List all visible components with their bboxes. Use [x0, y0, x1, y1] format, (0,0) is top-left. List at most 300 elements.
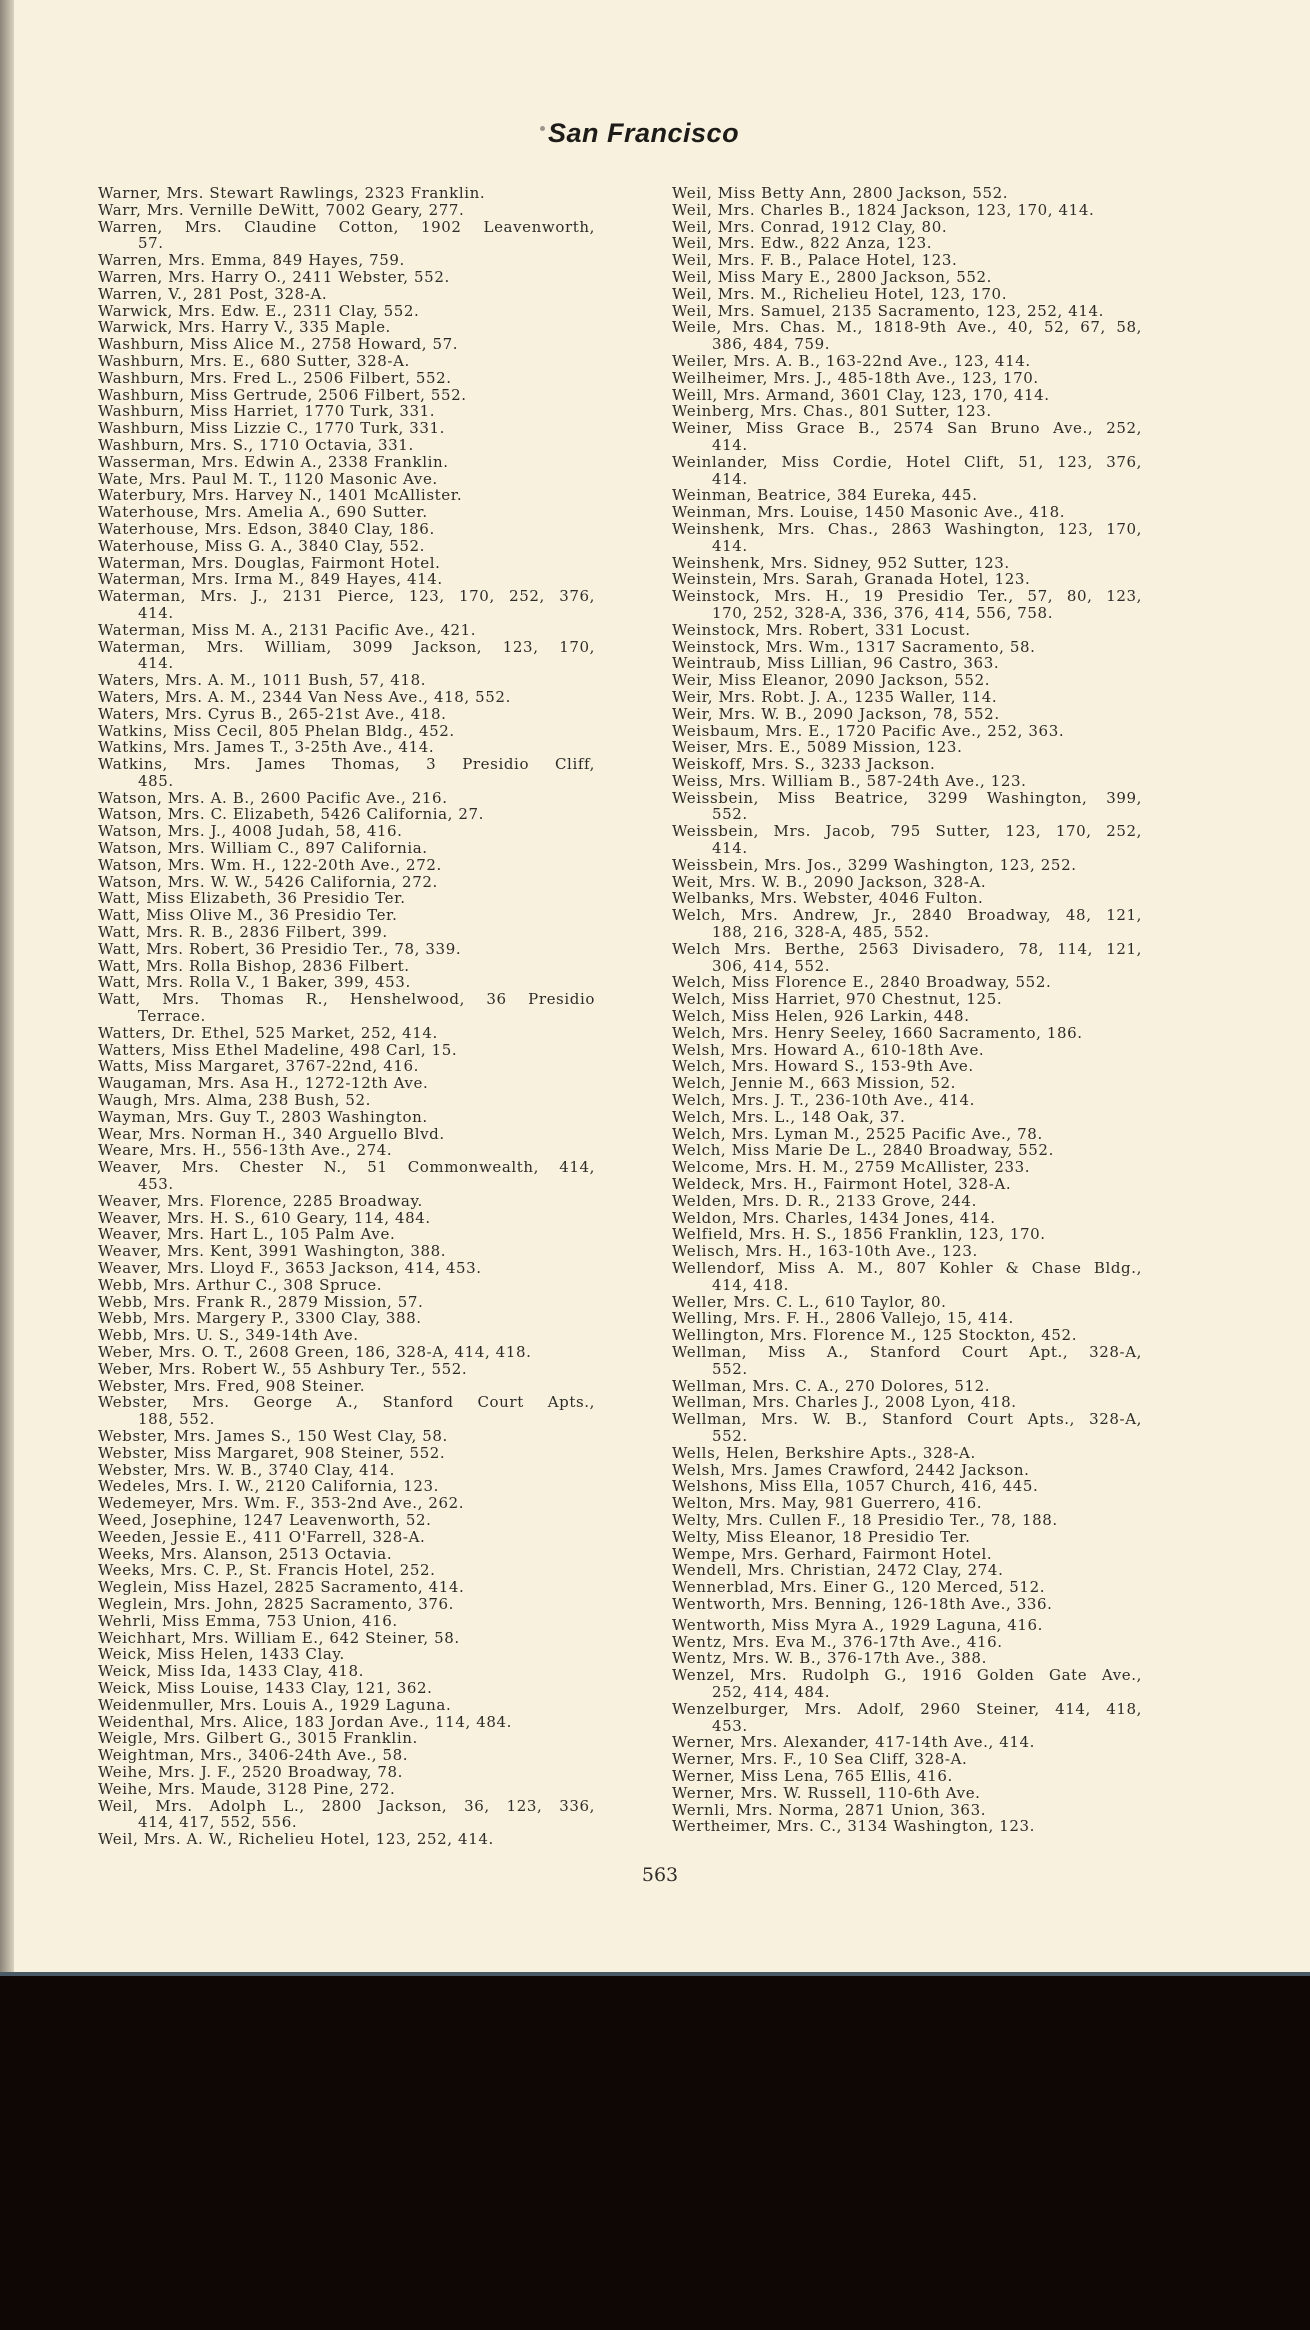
entry-line: Waters, Mrs. Cyrus B., 265-21st Ave., 418. — [98, 704, 447, 723]
directory-entry — [98, 403, 595, 420]
directory-entry — [672, 857, 1142, 874]
entry-line: Weiss, Mrs. William B., 587-24th Ave., 123. — [672, 771, 1027, 790]
directory-entry — [672, 1176, 1142, 1193]
entry-line: Welton, Mrs. May, 981 Guerrero, 416. — [672, 1494, 983, 1513]
directory-entry — [98, 790, 595, 807]
directory-entry — [98, 1109, 595, 1126]
entry-continuation-line: 188, 216, 328-A, 485, 552. — [712, 923, 930, 942]
directory-entry — [98, 1025, 595, 1042]
entry-line: Weil, Miss Betty Ann, 2800 Jackson, 552. — [672, 184, 1009, 202]
entry-line: Washburn, Mrs. S., 1710 Octavia, 331. — [98, 435, 414, 454]
directory-entry — [672, 1462, 1142, 1479]
directory-entry — [98, 269, 595, 286]
directory-entry — [672, 739, 1142, 756]
entry-line: Watt, Mrs. Robert, 36 Presidio Ter., 78, 339. — [98, 939, 462, 958]
entry-continuation-line: 170, 252, 328-A, 336, 376, 414, 556, 758. — [712, 603, 1054, 622]
entry-line: Warwick, Mrs. Edw. E., 2311 Clay, 552. — [98, 301, 420, 320]
directory-entry — [672, 1260, 1142, 1294]
directory-entry — [672, 1243, 1142, 1260]
entry-line: Weaver, Mrs. Florence, 2285 Broadway. — [98, 1191, 423, 1210]
directory-entry — [672, 1142, 1142, 1159]
directory-entry — [98, 890, 595, 907]
entry-line: Watson, Mrs. William C., 897 California. — [98, 839, 428, 858]
entry-line: Weglein, Mrs. John, 2825 Sacramento, 376. — [98, 1594, 455, 1613]
entry-line: Weiler, Mrs. A. B., 163-22nd Ave., 123, 414. — [672, 351, 1031, 370]
entry-line: Watt, Miss Olive M., 36 Presidio Ter. — [98, 906, 398, 925]
directory-entry — [98, 571, 595, 588]
directory-entry — [672, 403, 1142, 420]
directory-entry — [672, 1058, 1142, 1075]
entry-line: Wennerblad, Mrs. Einer G., 120 Merced, 512. — [672, 1578, 1046, 1597]
page-number: 563 — [641, 1864, 679, 1886]
entry-line: Weinman, Mrs. Louise, 1450 Masonic Ave., 418. — [672, 503, 1066, 522]
directory-entry — [98, 723, 595, 740]
directory-entry — [98, 1445, 595, 1462]
directory-entry — [672, 504, 1142, 521]
directory-entry — [672, 252, 1142, 269]
entry-line: Welch Mrs. Berthe, 2563 Divisadero, 78, 114, 121, — [672, 940, 1142, 958]
entry-line: Weinstein, Mrs. Sarah, Granada Hotel, 123. — [672, 570, 1031, 589]
entry-line: Watts, Miss Margaret, 3767-22nd, 416. — [98, 1057, 420, 1076]
directory-entry — [98, 907, 595, 924]
directory-entry — [672, 756, 1142, 773]
entry-line: Wempe, Mrs. Gerhard, Fairmont Hotel. — [672, 1544, 993, 1563]
directory-entry — [672, 706, 1142, 723]
entry-line: Watt, Mrs. Rolla Bishop, 2836 Filbert. — [98, 956, 410, 975]
entry-line: Welch, Miss Helen, 926 Larkin, 448. — [672, 1007, 970, 1026]
directory-entry — [672, 1327, 1142, 1344]
directory-entry — [672, 1495, 1142, 1512]
entry-line: Weinshenk, Mrs. Sidney, 952 Sutter, 123. — [672, 553, 1010, 572]
directory-entry — [672, 235, 1142, 252]
title-dot — [540, 126, 545, 131]
entry-line: Welch, Mrs. Andrew, Jr., 2840 Broadway, 48, 121, — [672, 907, 1142, 925]
entry-line: Waterhouse, Mrs. Amelia A., 690 Sutter. — [98, 503, 428, 522]
entry-line: Weil, Mrs. Charles B., 1824 Jackson, 123, 170, 414. — [672, 200, 1095, 219]
entry-line: Weile, Mrs. Chas. M., 1818-9th Ave., 40, 52, 67, 58, — [672, 319, 1142, 337]
directory-entry — [672, 655, 1142, 672]
entry-line: Warren, V., 281 Post, 328-A. — [98, 284, 328, 303]
directory-entry — [98, 588, 595, 622]
entry-line: Wellendorf, Miss A. M., 807 Kohler & Chase Bldg., — [672, 1260, 1142, 1277]
directory-entry — [672, 1734, 1142, 1751]
directory-entry — [672, 286, 1142, 303]
directory-entry — [672, 1344, 1142, 1378]
entry-line: Welsh, Mrs. James Crawford, 2442 Jackson. — [672, 1460, 1030, 1479]
directory-entry — [672, 907, 1142, 941]
directory-entry — [98, 1562, 595, 1579]
entry-line: Weller, Mrs. C. L., 610 Taylor, 80. — [672, 1292, 947, 1311]
entry-line: Welisch, Mrs. H., 163-10th Ave., 123. — [672, 1242, 978, 1261]
entry-line: Weidenthal, Mrs. Alice, 183 Jordan Ave., 114, 484. — [98, 1712, 513, 1731]
directory-entry — [672, 571, 1142, 588]
directory-entry — [98, 1142, 595, 1159]
entry-line: Wentz, Mrs. W. B., 376-17th Ave., 388. — [672, 1649, 987, 1668]
directory-entry — [672, 974, 1142, 991]
entry-line: Watt, Mrs. Thomas R., Henshelwood, 36 Presidio — [98, 991, 595, 1009]
entry-line: Wells, Helen, Berkshire Apts., 328-A. — [672, 1443, 976, 1462]
entry-line: Weiner, Miss Grace B., 2574 San Bruno Ave., 252, — [672, 420, 1142, 437]
directory-entry — [98, 1092, 595, 1109]
directory-entry — [672, 890, 1142, 907]
entry-line: Weisbaum, Mrs. E., 1720 Pacific Ave., 252, 363. — [672, 721, 1065, 740]
entry-line: Webster, Mrs. Fred, 908 Steiner. — [98, 1376, 366, 1395]
entry-line: Wedemeyer, Mrs. Wm. F., 353-2nd Ave., 262. — [98, 1494, 465, 1513]
entry-line: Weil, Mrs. Edw., 822 Anza, 123. — [672, 234, 933, 253]
entry-continuation-line: 552. — [712, 1426, 748, 1445]
entry-line: Weilheimer, Mrs. J., 485-18th Ave., 123, 170. — [672, 368, 1039, 387]
entry-line: Wayman, Mrs. Guy T., 2803 Washington. — [98, 1107, 428, 1126]
entry-line: Waterhouse, Miss G. A., 3840 Clay, 552. — [98, 536, 426, 555]
directory-entry — [98, 1764, 595, 1781]
entry-line: Weit, Mrs. W. B., 2090 Jackson, 328-A. — [672, 872, 987, 891]
directory-entry — [672, 1310, 1142, 1327]
entry-line: Washburn, Miss Lizzie C., 1770 Turk, 331. — [98, 419, 446, 438]
entry-line: Weinman, Beatrice, 384 Eureka, 445. — [672, 486, 978, 505]
entry-line: Wasserman, Mrs. Edwin A., 2338 Franklin. — [98, 452, 449, 471]
directory-entry — [672, 1579, 1142, 1596]
entry-line: Watson, Mrs. C. Elizabeth, 5426 California, 27. — [98, 805, 485, 824]
entry-line: Welch, Mrs. L., 148 Oak, 37. — [672, 1107, 906, 1126]
entry-line: Welcome, Mrs. H. M., 2759 McAllister, 233. — [672, 1158, 1031, 1177]
directory-entry — [98, 706, 595, 723]
directory-entry — [98, 924, 595, 941]
entry-line: Weeden, Jessie E., 411 O'Farrell, 328-A. — [98, 1527, 426, 1546]
entry-line: Watkins, Mrs. James Thomas, 3 Presidio Cliff, — [98, 756, 595, 773]
entry-line: Webster, Mrs. George A., Stanford Court Apts., — [98, 1394, 595, 1412]
directory-entry — [98, 823, 595, 840]
entry-line: Welch, Mrs. Lyman M., 2525 Pacific Ave., 78. — [672, 1124, 1043, 1143]
directory-entry — [672, 874, 1142, 891]
directory-entry — [98, 840, 595, 857]
directory-entry — [98, 319, 595, 336]
entry-line: Werner, Mrs. Alexander, 417-14th Ave., 414. — [672, 1733, 1036, 1752]
directory-entry — [98, 857, 595, 874]
entry-line: Warren, Mrs. Claudine Cotton, 1902 Leavenworth, — [98, 218, 595, 236]
directory-entry — [98, 1730, 595, 1747]
directory-entry — [98, 219, 595, 253]
directory-entry — [98, 1781, 595, 1798]
directory-entry — [672, 1092, 1142, 1109]
entry-line: Weick, Miss Helen, 1433 Clay. — [98, 1645, 345, 1664]
entry-continuation-line: 414. — [712, 839, 748, 858]
entry-line: Weightman, Mrs., 3406-24th Ave., 58. — [98, 1746, 409, 1765]
entry-continuation-line: 414. — [138, 603, 174, 622]
directory-entry — [672, 639, 1142, 656]
directory-entry — [672, 1025, 1142, 1042]
entry-line: Weir, Miss Eleanor, 2090 Jackson, 552. — [672, 671, 991, 690]
directory-entry — [672, 1042, 1142, 1059]
directory-entry — [672, 1785, 1142, 1802]
directory-entry — [672, 1596, 1142, 1613]
entry-line: Weil, Mrs. Samuel, 2135 Sacramento, 123, 252, 414. — [672, 301, 1105, 320]
entry-line: Webb, Mrs. Arthur C., 308 Spruce. — [98, 1275, 383, 1294]
directory-entry — [672, 219, 1142, 236]
entry-line: Waterman, Mrs. William, 3099 Jackson, 123, 170, — [98, 638, 595, 656]
directory-entry — [672, 1768, 1142, 1785]
directory-entry — [98, 437, 595, 454]
directory-entry — [672, 454, 1142, 488]
entry-continuation-line: 453. — [712, 1716, 748, 1735]
entry-line: Welty, Miss Eleanor, 18 Presidio Ter. — [672, 1527, 971, 1546]
directory-entry — [672, 1445, 1142, 1462]
entry-line: Waters, Mrs. A. M., 1011 Bush, 57, 418. — [98, 671, 427, 690]
directory-entry — [672, 303, 1142, 320]
entry-line: Weglein, Miss Hazel, 2825 Sacramento, 414. — [98, 1578, 465, 1597]
directory-entry — [98, 387, 595, 404]
entry-line: Weick, Miss Louise, 1433 Clay, 121, 362. — [98, 1678, 433, 1697]
directory-entry — [98, 622, 595, 639]
directory-entry — [98, 1327, 595, 1344]
entry-line: Weichhart, Mrs. William E., 642 Steiner, 58. — [98, 1628, 460, 1647]
directory-entry — [672, 773, 1142, 790]
entry-line: Watkins, Miss Cecil, 805 Phelan Bldg., 452. — [98, 721, 455, 740]
entry-line: Weihe, Mrs. J. F., 2520 Broadway, 78. — [98, 1762, 404, 1781]
directory-entry — [98, 454, 595, 471]
entry-line: Waters, Mrs. A. M., 2344 Van Ness Ave., 418, 552. — [98, 687, 511, 706]
directory-entry — [98, 1613, 595, 1630]
directory-entry — [98, 1546, 595, 1563]
directory-entry — [672, 1478, 1142, 1495]
directory-entry — [98, 1193, 595, 1210]
entry-line: Welch, Mrs. J. T., 236-10th Ave., 414. — [672, 1091, 976, 1110]
entry-line: Wedeles, Mrs. I. W., 2120 California, 123. — [98, 1477, 440, 1496]
directory-entry — [672, 353, 1142, 370]
directory-entry — [98, 1831, 595, 1848]
entry-line: Weinlander, Miss Cordie, Hotel Clift, 51, 123, 376, — [672, 453, 1142, 471]
entry-line: Warr, Mrs. Vernille DeWitt, 7002 Geary, 277. — [98, 200, 465, 219]
directory-entry — [98, 1512, 595, 1529]
entry-line: Weinstock, Mrs. Wm., 1317 Sacramento, 58. — [672, 637, 1036, 656]
directory-entry — [98, 1344, 595, 1361]
entry-line: Weiser, Mrs. E., 5089 Mission, 123. — [672, 738, 963, 757]
entry-line: Weber, Mrs. Robert W., 55 Ashbury Ter., 552. — [98, 1359, 468, 1378]
entry-line: Welch, Jennie M., 663 Mission, 52. — [672, 1074, 957, 1093]
entry-line: Welsh, Mrs. Howard A., 610-18th Ave. — [672, 1040, 985, 1059]
directory-entry — [672, 1411, 1142, 1445]
directory-entry — [98, 806, 595, 823]
entry-line: Watson, Mrs. J., 4008 Judah, 58, 416. — [98, 822, 403, 841]
entry-line: Weir, Mrs. W. B., 2090 Jackson, 78, 552. — [672, 704, 1000, 723]
directory-entry — [98, 252, 595, 269]
entry-line: Watson, Mrs. A. B., 2600 Pacific Ave., 216. — [98, 788, 448, 807]
entry-line: Wellman, Mrs. C. A., 270 Dolores, 512. — [672, 1376, 991, 1395]
directory-entry — [98, 1058, 595, 1075]
page-left-edge — [0, 0, 14, 1976]
directory-entry — [98, 739, 595, 756]
entry-line: Weissbein, Mrs. Jacob, 795 Sutter, 123, 170, 252, — [672, 823, 1142, 841]
entry-continuation-line: 414. — [712, 435, 748, 454]
directory-entry — [98, 1478, 595, 1495]
entry-line: Waterman, Miss M. A., 2131 Pacific Ave., 421. — [98, 620, 477, 639]
page-title: San Francisco — [548, 118, 740, 148]
entry-line: Webster, Mrs. W. B., 3740 Clay, 414. — [98, 1460, 395, 1479]
directory-entry — [98, 1428, 595, 1445]
entry-line: Wendell, Mrs. Christian, 2472 Clay, 274. — [672, 1561, 1004, 1580]
directory-entry — [672, 1529, 1142, 1546]
entry-line: Welfield, Mrs. H. S., 1856 Franklin, 123, 170. — [672, 1225, 1046, 1244]
directory-entry — [672, 1394, 1142, 1411]
entry-line: Weir, Mrs. Robt. J. A., 1235 Waller, 114. — [672, 687, 998, 706]
entry-line: Weeks, Mrs. C. P., St. Francis Hotel, 252. — [98, 1561, 436, 1580]
entry-line: Weare, Mrs. H., 556-13th Ave., 274. — [98, 1141, 393, 1160]
directory-entry — [672, 941, 1142, 975]
directory-entry — [98, 1126, 595, 1143]
directory-entry — [98, 1294, 595, 1311]
entry-line: Watkins, Mrs. James T., 3-25th Ave., 414. — [98, 738, 435, 757]
entry-line: Weeks, Mrs. Alanson, 2513 Octavia. — [98, 1544, 393, 1563]
directory-entry — [672, 1667, 1142, 1701]
directory-entry — [98, 1495, 595, 1512]
entry-line: Weinstock, Mrs. H., 19 Presidio Ter., 57, 80, 123, — [672, 588, 1142, 605]
entry-line: Weil, Mrs. M., Richelieu Hotel, 123, 170. — [672, 284, 1008, 303]
entry-line: Watt, Mrs. R. B., 2836 Filbert, 399. — [98, 923, 388, 942]
entry-line: Waterman, Mrs. J., 2131 Pierce, 123, 170, 252, 376, — [98, 588, 595, 605]
entry-line: Weiskoff, Mrs. S., 3233 Jackson. — [672, 755, 936, 774]
directory-entry — [98, 504, 595, 521]
directory-entry — [672, 521, 1142, 555]
entry-line: Weil, Mrs. A. W., Richelieu Hotel, 123, 252, 414. — [98, 1830, 494, 1849]
directory-entry — [672, 269, 1142, 286]
entry-line: Weaver, Mrs. H. S., 610 Geary, 114, 484. — [98, 1208, 431, 1227]
directory-entry — [98, 1798, 595, 1832]
entry-line: Wentworth, Mrs. Benning, 126-18th Ave., 336. — [672, 1594, 1053, 1613]
entry-line: Wear, Mrs. Norman H., 340 Arguello Blvd. — [98, 1124, 445, 1143]
entry-line: Washburn, Mrs. E., 680 Sutter, 328-A. — [98, 351, 410, 370]
entry-line: Watson, Mrs. W. W., 5426 California, 272. — [98, 872, 438, 891]
entry-line: Weil, Mrs. Conrad, 1912 Clay, 80. — [672, 217, 948, 236]
directory-entry — [672, 1126, 1142, 1143]
entry-line: Wenzelburger, Mrs. Adolf, 2960 Steiner, 414, 418, — [672, 1700, 1142, 1718]
entry-continuation-line: 414, 417, 552, 556. — [138, 1813, 298, 1832]
entry-continuation-line: 386, 484, 759. — [712, 335, 831, 354]
directory-entry — [98, 1394, 595, 1428]
directory-entry — [672, 689, 1142, 706]
directory-entry — [98, 521, 595, 538]
directory-entry — [672, 1650, 1142, 1667]
entry-line: Waterman, Mrs. Irma M., 849 Hayes, 414. — [98, 570, 443, 589]
entry-line: Weihe, Mrs. Maude, 3128 Pine, 272. — [98, 1779, 396, 1798]
directory-entry — [672, 790, 1142, 824]
entry-line: Welling, Mrs. F. H., 2806 Vallejo, 15, 414. — [672, 1309, 1014, 1328]
entry-continuation-line: 414. — [712, 469, 748, 488]
entry-line: Weaver, Mrs. Kent, 3991 Washington, 388. — [98, 1242, 447, 1261]
directory-entry — [672, 991, 1142, 1008]
entry-line: Watt, Mrs. Rolla V., 1 Baker, 399, 453. — [98, 973, 411, 992]
directory-entry — [98, 286, 595, 303]
entry-line: Weintraub, Miss Lillian, 96 Castro, 363. — [672, 654, 1000, 673]
entry-line: Warren, Mrs. Harry O., 2411 Webster, 552. — [98, 267, 450, 286]
directory-entry — [672, 1159, 1142, 1176]
entry-line: Welch, Miss Florence E., 2840 Broadway, 552. — [672, 973, 1052, 992]
directory-entry — [672, 1562, 1142, 1579]
directory-entry — [672, 1008, 1142, 1025]
entry-line: Washburn, Miss Harriet, 1770 Turk, 331. — [98, 402, 436, 421]
entry-line: Welty, Mrs. Cullen F., 18 Presidio Ter., 78, 188. — [672, 1510, 1058, 1529]
entry-continuation-line: 414, 418. — [712, 1275, 789, 1294]
left-column — [98, 185, 595, 1848]
directory-entry — [98, 639, 595, 673]
entry-line: Weick, Miss Ida, 1433 Clay, 418. — [98, 1662, 364, 1681]
entry-line: Warner, Mrs. Stewart Rawlings, 2323 Franklin. — [98, 184, 486, 202]
entry-line: Weill, Mrs. Armand, 3601 Clay, 123, 170, 414. — [672, 385, 1050, 404]
directory-entry — [98, 756, 595, 790]
directory-entry — [672, 202, 1142, 219]
entry-continuation-line: 306, 414, 552. — [712, 956, 831, 975]
directory-entry — [672, 1210, 1142, 1227]
directory-entry — [98, 941, 595, 958]
directory-entry — [672, 1294, 1142, 1311]
directory-entry — [98, 1680, 595, 1697]
entry-line: Weldeck, Mrs. H., Fairmont Hotel, 328-A. — [672, 1175, 1012, 1194]
directory-entry — [98, 471, 595, 488]
entry-continuation-line: 414. — [138, 654, 174, 673]
right-column — [672, 185, 1142, 1835]
entry-line: Welch, Mrs. Henry Seeley, 1660 Sacramento, 186. — [672, 1023, 1083, 1042]
entry-line: Weissbein, Miss Beatrice, 3299 Washington, 399, — [672, 789, 1142, 807]
entry-line: Warwick, Mrs. Harry V., 335 Maple. — [98, 318, 391, 337]
directory-entry — [98, 370, 595, 387]
directory-entry — [98, 689, 595, 706]
entry-line: Wellington, Mrs. Florence M., 125 Stockton, 452. — [672, 1326, 1078, 1345]
directory-entry — [672, 1634, 1142, 1651]
directory-entry — [98, 1042, 595, 1059]
directory-entry — [672, 319, 1142, 353]
directory-entry — [672, 185, 1142, 202]
entry-line: Wertheimer, Mrs. C., 3134 Washington, 123. — [672, 1817, 1036, 1836]
entry-line: Weed, Josephine, 1247 Leavenworth, 52. — [98, 1510, 432, 1529]
entry-line: Weil, Miss Mary E., 2800 Jackson, 552. — [672, 267, 993, 286]
directory-entry — [98, 1310, 595, 1327]
entry-line: Weaver, Mrs. Hart L., 105 Palm Ave. — [98, 1225, 396, 1244]
entry-line: Werner, Mrs. F., 10 Sea Cliff, 328-A. — [672, 1750, 968, 1769]
entry-line: Welch, Miss Harriet, 970 Chestnut, 125. — [672, 990, 1003, 1009]
entry-line: Wellman, Mrs. Charles J., 2008 Lyon, 418. — [672, 1393, 1017, 1412]
directory-entry — [672, 1802, 1142, 1819]
page-bottom-edge — [0, 1972, 1310, 1976]
directory-entry — [98, 336, 595, 353]
directory-entry — [672, 555, 1142, 572]
entry-line: Washburn, Miss Alice M., 2758 Howard, 57. — [98, 335, 459, 354]
entry-line: Weaver, Mrs. Chester N., 51 Commonwealth, 414, — [98, 1159, 595, 1177]
entry-line: Wentworth, Miss Myra A., 1929 Laguna, 416. — [672, 1615, 1044, 1634]
directory-entry — [98, 974, 595, 991]
entry-line: Weil, Mrs. F. B., Palace Hotel, 123. — [672, 251, 958, 270]
directory-entry — [98, 672, 595, 689]
entry-line: Waugh, Mrs. Alma, 238 Bush, 52. — [98, 1091, 372, 1110]
directory-entry — [672, 1193, 1142, 1210]
entry-line: Weaver, Mrs. Lloyd F., 3653 Jackson, 414, 453. — [98, 1259, 482, 1277]
entry-line: Weinberg, Mrs. Chas., 801 Sutter, 123. — [672, 402, 992, 421]
directory-entry — [672, 370, 1142, 387]
directory-entry — [98, 991, 595, 1025]
entry-continuation-line: 453. — [138, 1175, 174, 1194]
directory-entry — [98, 1714, 595, 1731]
directory-entry — [98, 1529, 595, 1546]
entry-line: Wehrli, Miss Emma, 753 Union, 416. — [98, 1611, 398, 1630]
directory-entry — [672, 420, 1142, 454]
directory-entry — [98, 538, 595, 555]
entry-line: Wellman, Miss A., Stanford Court Apt., 328-A, — [672, 1343, 1142, 1361]
directory-entry — [98, 1226, 595, 1243]
directory-entry — [672, 1109, 1142, 1126]
directory-entry — [672, 1818, 1142, 1835]
directory-entry — [672, 1751, 1142, 1768]
directory-entry — [672, 1378, 1142, 1395]
entry-line: Weigle, Mrs. Gilbert G., 3015 Franklin. — [98, 1729, 418, 1748]
entry-continuation-line: 57. — [138, 234, 164, 253]
directory-entry — [98, 1462, 595, 1479]
